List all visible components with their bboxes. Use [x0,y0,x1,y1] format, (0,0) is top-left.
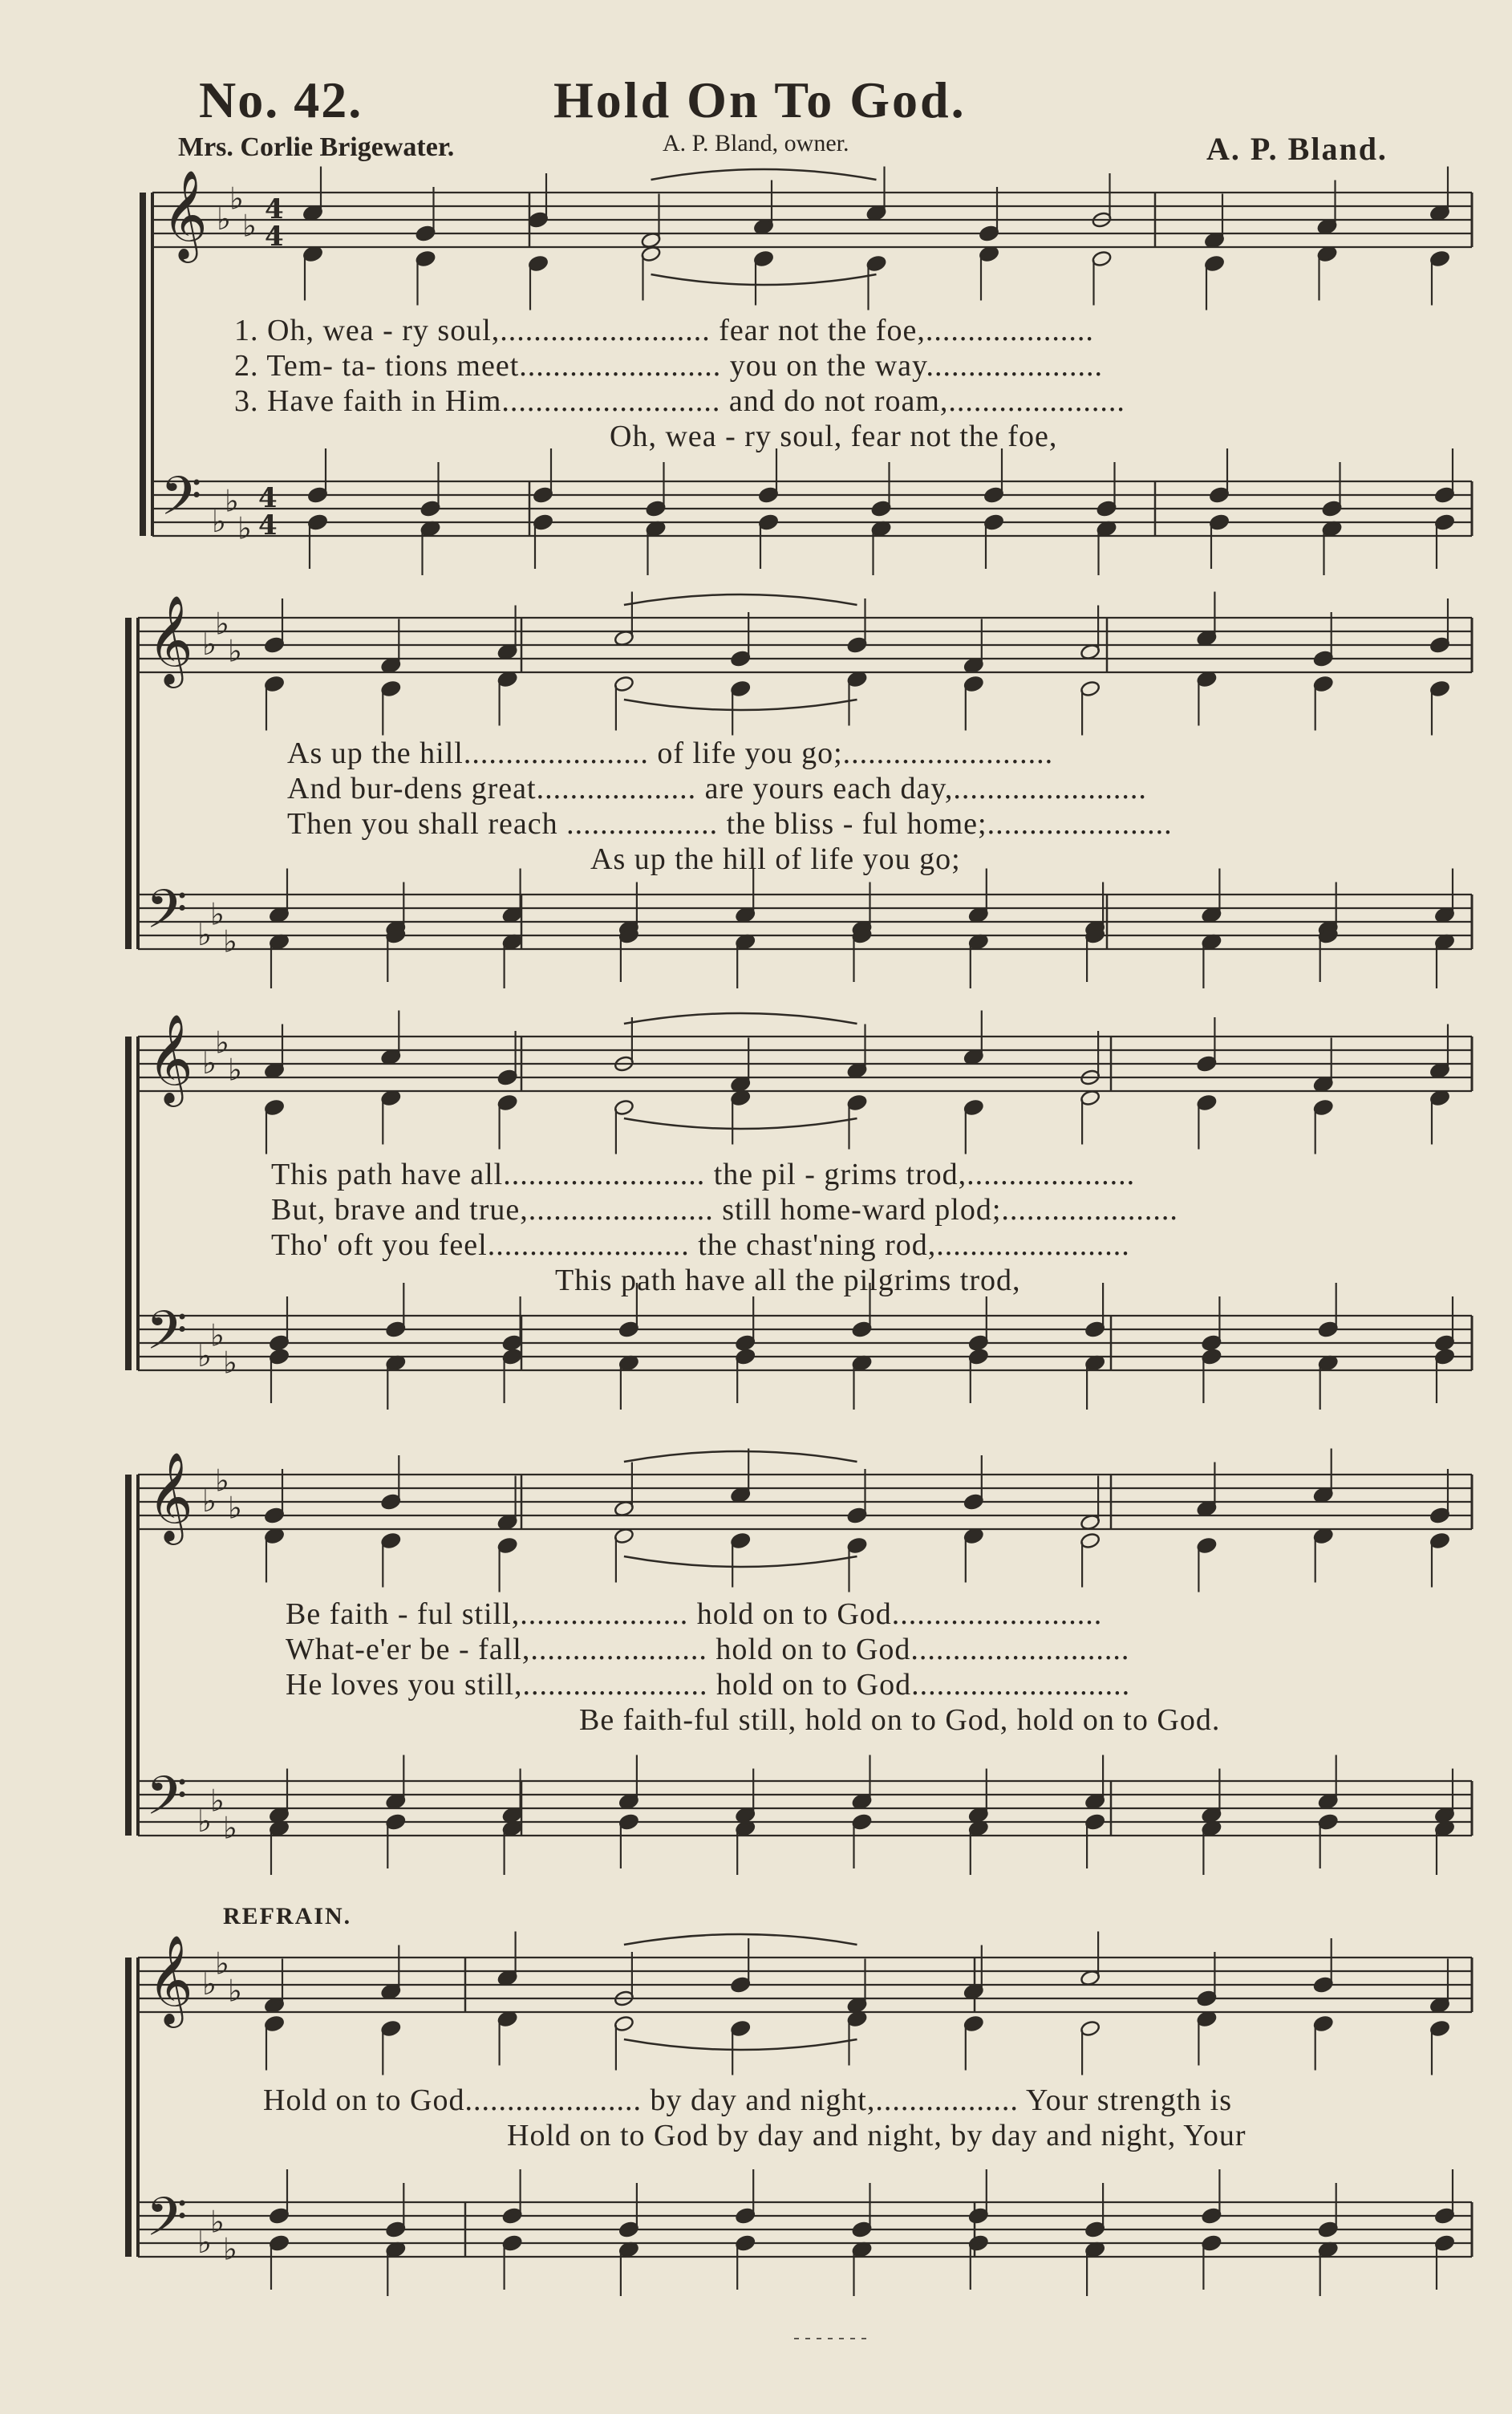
system-brace [140,193,146,536]
flat-icon: ♭ [228,1052,242,1088]
verse-line: Be faith - ful still,.................... hold on to God......................... [286,1597,1103,1631]
bass-echo-line: This path have all the pilgrims trod, [555,1264,1021,1297]
slur [624,1451,857,1462]
treble-clef-icon: 𝄞 [162,169,208,259]
flat-icon: ♭ [210,1317,225,1353]
system-brace [125,1958,132,2257]
time-signature: 4 [265,221,284,253]
composer-credit: A. P. Bland. [1206,131,1388,167]
treble-clef-icon: 𝄞 [148,1013,193,1103]
verse-line: Then you shall reach .................. the bliss - ful home;...................... [287,807,1173,841]
slur [624,1556,857,1567]
slur [624,1118,857,1129]
bass-echo-line: Be faith-ful still, hold on to God, hold on to God. [579,1703,1221,1737]
flat-icon: ♭ [197,1338,212,1373]
bass-clef-icon: 𝄢 [146,878,188,953]
flat-icon: ♭ [223,923,237,960]
bass-clef-icon: 𝄢 [146,1300,188,1374]
slur [651,274,877,285]
verse-line: This path have all........................ the pil - grims trod,.................... [271,1158,1136,1191]
verse-line: Tho' oft you feel........................ the chast'ning rod,....................... [271,1228,1130,1262]
flat-icon: ♭ [202,1483,217,1519]
flat-icon: ♭ [223,1345,237,1381]
slur [624,1934,857,1945]
flat-icon: ♭ [215,1463,229,1499]
owner-credit: A. P. Bland, owner. [663,130,849,156]
verse-line: Hold on to God..................... by day and night,................. Your strength is [263,2083,1232,2117]
bass-clef-icon: 𝄢 [160,465,202,540]
bass-clef-icon: 𝄢 [146,2186,188,2261]
time-signature: 4 [265,193,284,225]
flat-icon: ♭ [215,1945,229,1982]
flat-icon: ♭ [210,2204,225,2240]
flat-icon: ♭ [217,201,231,237]
flat-icon: ♭ [223,1810,237,1846]
flat-icon: ♭ [210,896,225,932]
flat-icon: ♭ [229,181,244,217]
flat-icon: ♭ [212,504,226,539]
system-brace [125,1037,132,1370]
flat-icon: ♭ [197,1803,212,1839]
verse-line: What-e'er be - fall,..................... hold on to God.......................... [286,1633,1130,1666]
flat-icon: ♭ [225,483,239,519]
system-brace [125,1475,132,1836]
time-signature: 4 [258,509,278,542]
slur [651,169,877,180]
verse-line: 1. Oh, wea - ry soul,......................... fear not the foe,.................... [234,314,1094,347]
bass-echo-line: Hold on to God by day and night, by day and night, Your [507,2119,1246,2152]
flat-icon: ♭ [228,633,242,669]
bass-echo-line: As up the hill of life you go; [590,842,961,876]
flat-icon: ♭ [210,1783,225,1819]
flat-icon: ♭ [223,2231,237,2267]
treble-clef-icon: 𝄞 [148,594,193,684]
flat-icon: ♭ [197,917,212,952]
flat-icon: ♭ [202,627,217,662]
bass-clef-icon: 𝄢 [146,1765,188,1840]
slur [624,700,857,710]
hymn-number: No. 42. [199,71,363,128]
verse-line: But, brave and true,...................... still home-ward plod;..................... [271,1193,1178,1227]
treble-clef-icon: 𝄞 [148,1934,193,2024]
verse-line: 3. Have faith in Him.......................... and do not roam,..................... [234,384,1125,418]
slur [624,2039,857,2050]
verse-line: As up the hill...................... of life you go;......................... [287,736,1054,770]
flat-icon: ♭ [202,1045,217,1081]
lyricist-credit: Mrs. Corlie Brigewater. [178,132,455,162]
slur [624,594,857,605]
slur [624,1013,857,1024]
hymn-title: Hold On To God. [553,71,967,128]
flat-icon: ♭ [237,510,252,546]
flat-icon: ♭ [228,1490,242,1526]
verse-line: He loves you still,...................... hold on to God.......................... [286,1668,1131,1702]
flat-icon: ♭ [215,606,229,642]
verse-line: 2. Tem- ta- tions meet........................ you on the way..................... [234,349,1104,383]
treble-clef-icon: 𝄞 [148,1451,193,1541]
system-brace [125,618,132,949]
refrain-label: REFRAIN. [223,1903,352,1929]
bass-echo-line: Oh, wea - ry soul, fear not the foe, [610,420,1058,453]
flat-icon: ♭ [202,1966,217,2002]
flat-icon: ♭ [215,1024,229,1061]
flat-icon: ♭ [197,2225,212,2260]
time-signature: 4 [258,482,278,514]
verse-line: And bur-dens great................... are yours each day,....................... [287,772,1147,805]
flat-icon: ♭ [242,208,257,244]
flat-icon: ♭ [228,1973,242,2009]
